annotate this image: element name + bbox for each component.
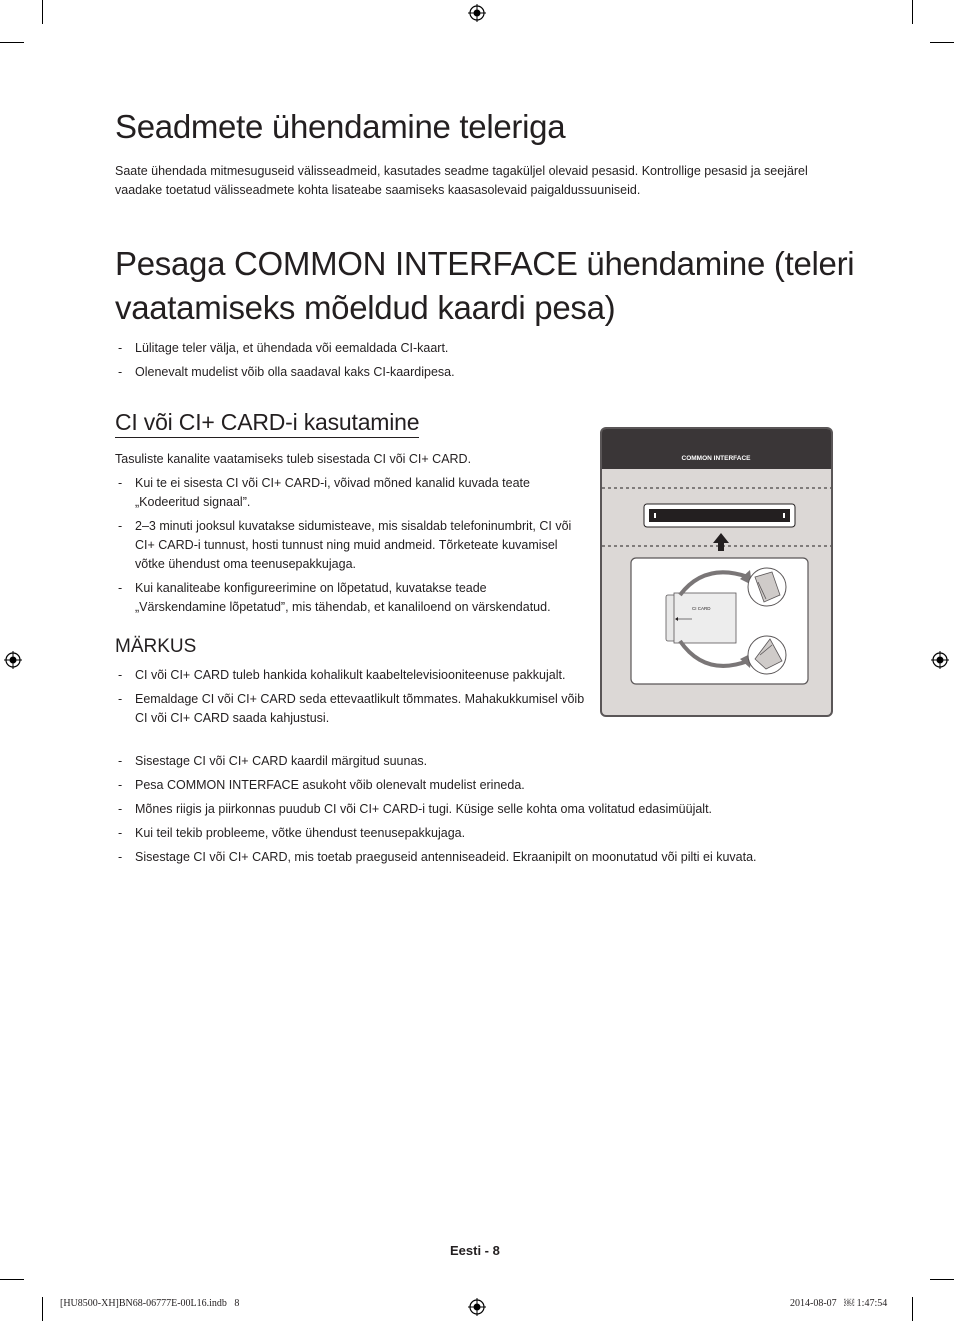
card-label: CI CARD [692, 606, 711, 611]
figure-header-label: COMMON INTERFACE [681, 455, 751, 462]
registration-mark-icon [468, 4, 486, 22]
list-item: - Sisestage CI või CI+ CARD, mis toetab praeguseid antenniseadeid. Ekraanipilt on moonutatud või pilti ei kuvata. [118, 850, 757, 864]
figure-header [602, 429, 831, 469]
note-list-wide [115, 752, 835, 872]
section-card-title: CI või CI+ CARD-i kasutamine [115, 409, 419, 438]
list-item: - Sisestage CI või CI+ CARD kaardil märgitud suunas. [118, 754, 428, 768]
crop-mark [930, 42, 954, 43]
page-title: Seadmete ühendamine teleriga [115, 108, 566, 145]
list-item: - Pesa COMMON INTERFACE asukoht võib olenevalt mudelist erineda. [118, 778, 525, 792]
section-ci-list [115, 339, 835, 387]
ci-card-diagram [600, 427, 833, 717]
registration-mark-icon [931, 651, 949, 669]
list-item: - 2–3 minuti jooksul kuvatakse sidumisteave, mis sisaldab telefoninumbrit, CI või CI+ CARD-i tunnust, hosti tunnust ning muid andmeid. Tõrketeate kuvamisel võtke ühendust oma teenusepakkujaga. [118, 519, 572, 571]
crop-mark [0, 42, 24, 43]
crop-mark [930, 1279, 954, 1280]
list-item: - Eemaldage CI või CI+ CARD seda ettevaatlikult tõmmates. Mahakukkumisel võib CI või CI+ CARD saada kahjustusi. [118, 692, 585, 725]
section-card-lead: Tasuliste kanalite vaatamiseks tuleb sisestada CI või CI+ CARD. [115, 452, 472, 466]
ci-card-illustration [600, 427, 833, 717]
list-item: - Kui kanaliteabe konfigureerimine on lõpetatud, kuvatakse teade „Värskendamine lõpetatud”, mis tähendab, et kanaliloend on värskendatud. [118, 581, 551, 614]
crop-mark [42, 1297, 43, 1321]
registration-mark-icon [468, 1298, 486, 1316]
ci-card-icon [674, 593, 736, 643]
crop-mark [42, 0, 43, 24]
crop-mark [0, 1279, 24, 1280]
list-item: - CI või CI+ CARD tuleb hankida kohalikult kaabeltelevisiooniteenuse pakkujalt. [118, 668, 566, 682]
slug-right: 2014-08-07 ￼ 1:47:54 [790, 1298, 888, 1309]
section-ci-title: Pesaga COMMON INTERFACE ühendamine (teleri vaatamiseks mõeldud kaardi pesa) [115, 245, 855, 326]
list-item: - Kui teil tekib probleeme, võtke ühendust teenusepakkujaga. [118, 826, 466, 840]
slug-left: [HU8500-XH]BN68-06777E-00L16.indb 8 [60, 1298, 240, 1309]
ci-slot [649, 509, 790, 522]
list-item: - Kui te ei sisesta CI või CI+ CARD-i, võivad mõned kanalid kuvada teate „Kodeeritud signaal”. [118, 476, 530, 509]
section-card-list [115, 474, 580, 622]
note-title: MÄRKUS [115, 636, 197, 657]
list-item: - Mõnes riigis ja piirkonnas puudub CI või CI+ CARD-i tugi. Küsige selle kohta oma volitatud edasimüüjalt. [118, 802, 713, 816]
registration-mark-icon [4, 651, 22, 669]
page-number: Eesti - 8 [450, 1243, 500, 1258]
crop-mark [912, 0, 913, 24]
crop-mark [912, 1297, 913, 1321]
list-item: - Olenevalt mudelist võib olla saadaval kaks CI-kaardipesa. [118, 365, 455, 379]
list-item: - Lülitage teler välja, et ühendada või eemaldada CI-kaart. [118, 341, 449, 355]
intro-paragraph: Saate ühendada mitmesuguseid välisseadmeid, kasutades seadme tagaküljel olevaid pesasid. Kontrollige pesasid ja seejärel vaadake toetatud välisseadmete kohta lisateabe saamiseks kaasasolevaid paigaldussuuniseid. [115, 164, 808, 197]
note-list-narrow [115, 666, 585, 733]
